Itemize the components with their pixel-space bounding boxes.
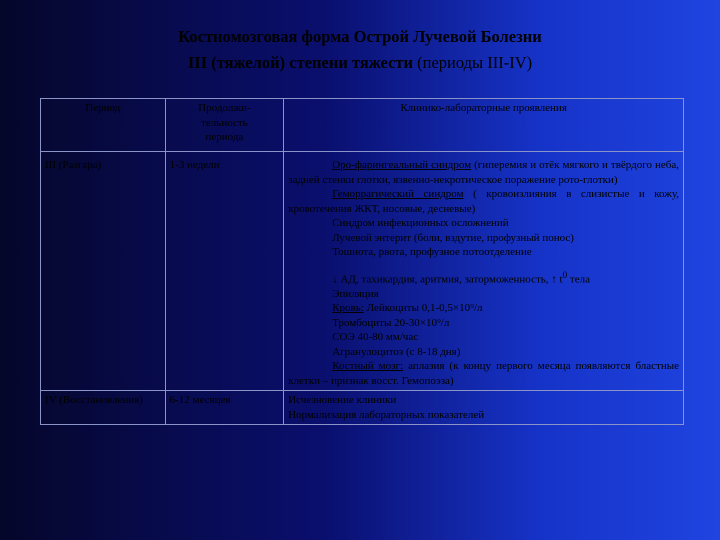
table-row (41, 391, 684, 425)
hemorrhagic-syndrome: Геморрагический синдром ( кровоизлияния в слизистые и кожу, кровотечения ЖКТ, носовые, десневые) (288, 188, 679, 215)
header-duration (165, 99, 284, 152)
cell-manifestations-3 (284, 152, 684, 391)
nausea-vomiting: Тошнота, рвота, профузное потоотделение (332, 246, 532, 258)
blood-leukocytes: Кровь: Лейкоциты 0,1-0,5×10⁹/л (332, 302, 483, 315)
cell-manifestations-4 (284, 391, 684, 425)
header-manifestations: Клинико-лабораторные проявления (284, 99, 684, 152)
infection-syndrome: Синдром инфекционных осложнений (332, 217, 509, 229)
header-duration-text: Продолжи-тельность периода (198, 102, 251, 143)
cell-duration-4: 6-12 месяцев (165, 391, 284, 425)
title-line-2-periods: (периоды III-IV) (417, 53, 533, 72)
cell-duration-3: 1-3 недели (165, 152, 284, 391)
table-header-row (41, 99, 684, 152)
hemodynamics: ↓ АД, тахикардия, аритмия, заторможенность, ↑ $t^0$ тела (332, 269, 590, 286)
slide-title (0, 24, 720, 76)
header-period: Период (41, 99, 166, 152)
ars-table (40, 98, 684, 425)
cell-period-4: IV (Восстановления) (41, 391, 166, 425)
platelets: Тромбоциты 20-30×10⁹/л (332, 316, 450, 329)
title-line-2 (0, 50, 720, 76)
table-row (41, 152, 684, 391)
orofar-syndrome: Оро-фарингеальный синдром (гиперемия и отёк мягкого и твёрдого неба, задней стенки глотки, язвенно-некротическое поражение рото-глотки) (288, 159, 679, 186)
title-line-2-bold: III (тяжелой) степени тяжести (187, 53, 414, 72)
recovery-lab: Нормализация лабораторных показателей (288, 408, 485, 421)
radiation-enteritis: Лучевой энтерит (боли, вздутие, профузный понос) (332, 231, 574, 244)
epilation: Эпиляция (332, 287, 379, 300)
cell-period-3: III (Разгара) (41, 152, 166, 391)
bone-marrow: Костный мозг: аплазия (к концу первого месяца появляются бластные клетки – признак восст. Гемопоэза) (288, 360, 679, 387)
esr: СОЭ 40-80 мм/час (332, 331, 419, 344)
title-line-1: Костномозговая форма Острой Лучевой Болезни (178, 27, 542, 46)
recovery-clinical: Исчезновение клиники (288, 394, 397, 407)
agranulocytosis: Агранулоцитоз (с 8-18 дня) (332, 345, 461, 358)
